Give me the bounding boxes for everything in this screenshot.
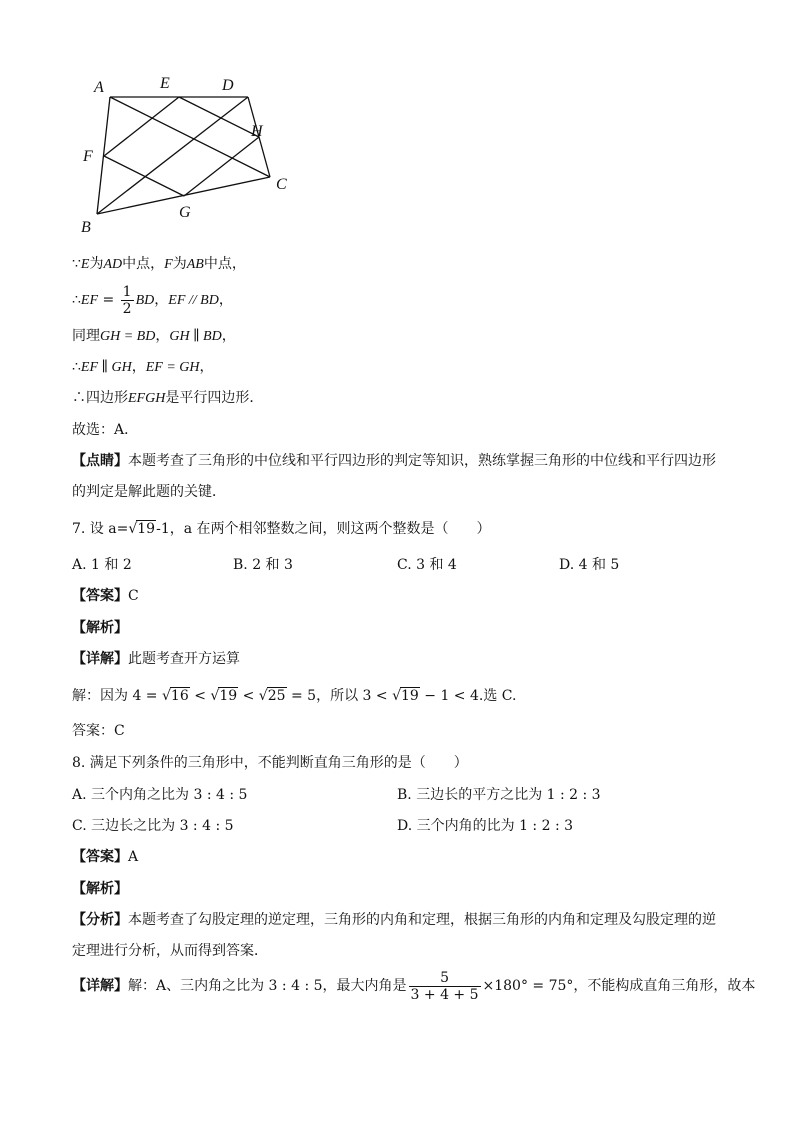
proof-choice: 故选：A． [72,422,139,438]
label-g: G [179,204,191,221]
q8-option-d: D. 三个内角的比为 1 : 2 : 3 [397,818,574,834]
q7-analysis-tag: 【解析】 [72,620,128,636]
label-a: A [94,79,104,96]
q7-detail: 【详解】此题考查开方运算 [72,651,240,667]
q8-detail: 【详解】解：A、三内角之比为 3 : 4 : 5，最大内角是 $\frac{5}{3 + 4 + 5}$ ×180° = 75°，不能构成直角三角形，故本 [72,969,756,1003]
comment-line-1: 【点睛】本题考查了三角形的中位线和平行四边形的判定等知识，熟练掌握三角形的中位线和平行四边形 [72,453,716,469]
q8-option-a: A. 三个内角之比为 3 : 4 : 5 [72,787,248,803]
proof-line-2: ∴EF = $\frac{1}{2}$ BD，EF // BD， [72,283,233,317]
q8-option-b: B. 三边长的平方之比为 1 : 2 : 3 [397,787,601,803]
proof-line-4: ∴EF ∥ GH，EF = GH， [72,359,214,375]
label-e: E [160,75,170,92]
q7-stem: 7. 设 a=√19-1，a 在两个相邻整数之间，则这两个整数是（ ） [72,521,491,537]
comment-line-2: 的判定是解此题的关键． [72,484,226,500]
q7-option-d: D. 4 和 5 [559,557,620,573]
proof-line-3: 同理GH = BD，GH ∥ BD， [72,328,236,344]
label-f: F [83,148,93,165]
q8-fenxi-line-2: 定理进行分析，从而得到答案． [72,943,268,959]
label-c: C [276,176,287,193]
label-h: H [251,123,263,140]
proof-line-1: ∵E为AD中点，F为AB中点， [72,256,246,272]
q7-option-b: B. 2 和 3 [233,557,293,573]
quadrilateral-figure [0,0,794,250]
q8-option-c: C. 三边长之比为 3 : 4 : 5 [72,818,234,834]
fraction-angle: $\frac{5}{3 + 4 + 5}$ [410,969,479,1003]
q8-fenxi-line-1: 【分析】本题考查了勾股定理的逆定理，三角形的内角和定理，根据三角形的内角和定理及勾股定理的逆 [72,912,716,928]
q7-solution: 解：因为 4 = √16 < √19 < √25 = 5，所以 3 < √19 − 1 < 4.选 C. [72,688,517,704]
q7-answer: 【答案】C [72,588,139,604]
q7-final: 答案：C [72,723,125,739]
proof-line-5: ∴四边形EFGH是平行四边形． [72,390,264,406]
q8-analysis-tag: 【解析】 [72,881,128,897]
q8-answer: 【答案】A [72,849,139,865]
q7-option-a: A. 1 和 2 [72,557,132,573]
label-b: B [81,219,91,236]
fraction-half: $\frac{1}{2}$ [122,283,132,317]
q8-stem: 8. 满足下列条件的三角形中，不能判断直角三角形的是（ ） [72,755,468,771]
q7-option-c: C. 3 和 4 [397,557,457,573]
label-d: D [222,77,234,94]
